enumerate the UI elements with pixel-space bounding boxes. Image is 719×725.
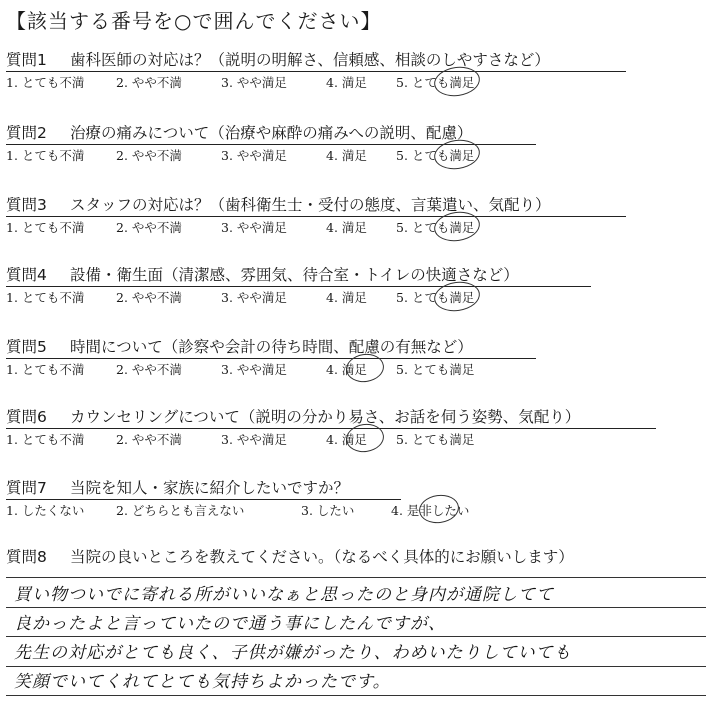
option-4[interactable]: 4. 満足 (326, 75, 367, 90)
question-underline (6, 71, 626, 72)
question-2 (6, 123, 706, 164)
question-text: カウンセリングについて（説明の分かり易さ、お話を伺う姿勢、気配り） (70, 408, 581, 426)
option-3[interactable]: 3. やや満足 (221, 362, 287, 377)
option-5[interactable]: 5. とても満足 (396, 148, 475, 163)
question-1 (6, 50, 706, 91)
question-number: 質問4 (6, 266, 47, 284)
answer-options (6, 218, 706, 236)
instruction-title: 【該当する番号を○で囲んでください】 (6, 9, 382, 33)
question-heading (6, 195, 706, 215)
answer-options (6, 73, 706, 91)
question-number: 質問5 (6, 338, 47, 356)
answer-rule-line (6, 577, 706, 578)
option-3[interactable]: 3. やや満足 (221, 75, 287, 90)
option-3[interactable]: 3. やや満足 (221, 148, 287, 163)
question-7 (6, 478, 706, 519)
option-2[interactable]: 2. やや不満 (116, 432, 182, 447)
question-text: 設備・衛生面（清潔感、雰囲気、待合室・トイレの快適さなど） (70, 266, 519, 284)
handwritten-answer-line: 先生の対応がとても良く、子供が嫌がったり、わめいたりしていても (14, 643, 572, 663)
answer-rule-line (6, 695, 706, 696)
question-text: 治療の痛みについて（治療や麻酔の痛みへの説明、配慮） (70, 124, 473, 142)
option-2[interactable]: 2. やや不満 (116, 220, 182, 235)
option-4[interactable]: 4. 満足 (326, 148, 367, 163)
option-2[interactable]: 2. やや不満 (116, 362, 182, 377)
question-number: 質問1 (6, 51, 47, 69)
question-underline (6, 499, 401, 500)
option-1[interactable]: 1. とても不満 (6, 220, 85, 235)
option-1[interactable]: 1. とても不満 (6, 290, 85, 305)
option-2[interactable]: 2. やや不満 (116, 290, 182, 305)
question-heading (6, 123, 706, 143)
question-text: 当院を知人・家族に紹介したいですか？ (70, 479, 350, 497)
question-5 (6, 337, 706, 378)
question-number: 質問7 (6, 479, 47, 497)
option-4[interactable]: 4. 満足 (326, 432, 367, 447)
question-text: スタッフの対応は？（歯科衛生士・受付の態度、言葉遣い、気配り） (70, 196, 551, 214)
question-heading (6, 265, 706, 285)
question-8-box (6, 547, 706, 567)
option-4[interactable]: 4. 満足 (326, 220, 367, 235)
answer-options (6, 288, 706, 306)
question-underline (6, 428, 656, 429)
option-5[interactable]: 5. とても満足 (396, 75, 475, 90)
question-text: 歯科医師の対応は？（説明の明解さ、信頼感、相談のしやすさなど） (70, 51, 550, 69)
option-3[interactable]: 3. やや満足 (221, 220, 287, 235)
question-underline (6, 216, 626, 217)
option-1[interactable]: 1. したくない (6, 503, 85, 518)
question-heading (6, 407, 706, 427)
answer-options (6, 146, 706, 164)
question-3 (6, 195, 706, 236)
question-number: 質問6 (6, 408, 47, 426)
option-1[interactable]: 1. とても不満 (6, 75, 85, 90)
option-5[interactable]: 5. とても満足 (396, 432, 475, 447)
option-3[interactable]: 3. やや満足 (221, 432, 287, 447)
option-3[interactable]: 3. したい (301, 503, 355, 518)
option-4[interactable]: 4. 満足 (326, 362, 367, 377)
option-1[interactable]: 1. とても不満 (6, 148, 85, 163)
option-4[interactable]: 4. 是非したい (391, 503, 470, 518)
handwritten-answer-line: 笑顔でいてくれてとても気持ちよかったです。 (14, 672, 391, 692)
option-1[interactable]: 1. とても不満 (6, 362, 85, 377)
question-underline (6, 286, 591, 287)
question-heading (6, 547, 706, 567)
option-5[interactable]: 5. とても満足 (396, 290, 475, 305)
handwritten-answer-line: 買い物ついでに寄れる所がいいなぁと思ったのと身内が通院してて (14, 585, 554, 605)
answer-rule-line (6, 636, 706, 637)
question-heading (6, 478, 706, 498)
question-number: 質問2 (6, 124, 47, 142)
option-5[interactable]: 5. とても満足 (396, 362, 475, 377)
option-2[interactable]: 2. やや不満 (116, 148, 182, 163)
question-6 (6, 407, 706, 448)
question-text: 当院の良いところを教えてください。（なるべく具体的にお願いします） (70, 548, 574, 566)
option-4[interactable]: 4. 満足 (326, 290, 367, 305)
question-4 (6, 265, 706, 306)
question-underline (6, 144, 536, 145)
question-heading (6, 50, 706, 70)
question-number: 質問8 (6, 548, 47, 566)
question-underline (6, 358, 536, 359)
handwritten-answer-line: 良かったよと言っていたので通う事にしたんですが、 (14, 614, 446, 634)
question-heading (6, 337, 706, 357)
option-3[interactable]: 3. やや満足 (221, 290, 287, 305)
answer-options (6, 501, 706, 519)
answer-rule-line (6, 607, 706, 608)
option-5[interactable]: 5. とても満足 (396, 220, 475, 235)
option-2[interactable]: 2. どちらとも言えない (116, 503, 245, 518)
answer-options (6, 430, 706, 448)
answer-options (6, 360, 706, 378)
question-number: 質問3 (6, 196, 47, 214)
option-2[interactable]: 2. やや不満 (116, 75, 182, 90)
option-1[interactable]: 1. とても不満 (6, 432, 85, 447)
question-text: 時間について（診察や会計の待ち時間、配慮の有無など） (70, 338, 473, 356)
